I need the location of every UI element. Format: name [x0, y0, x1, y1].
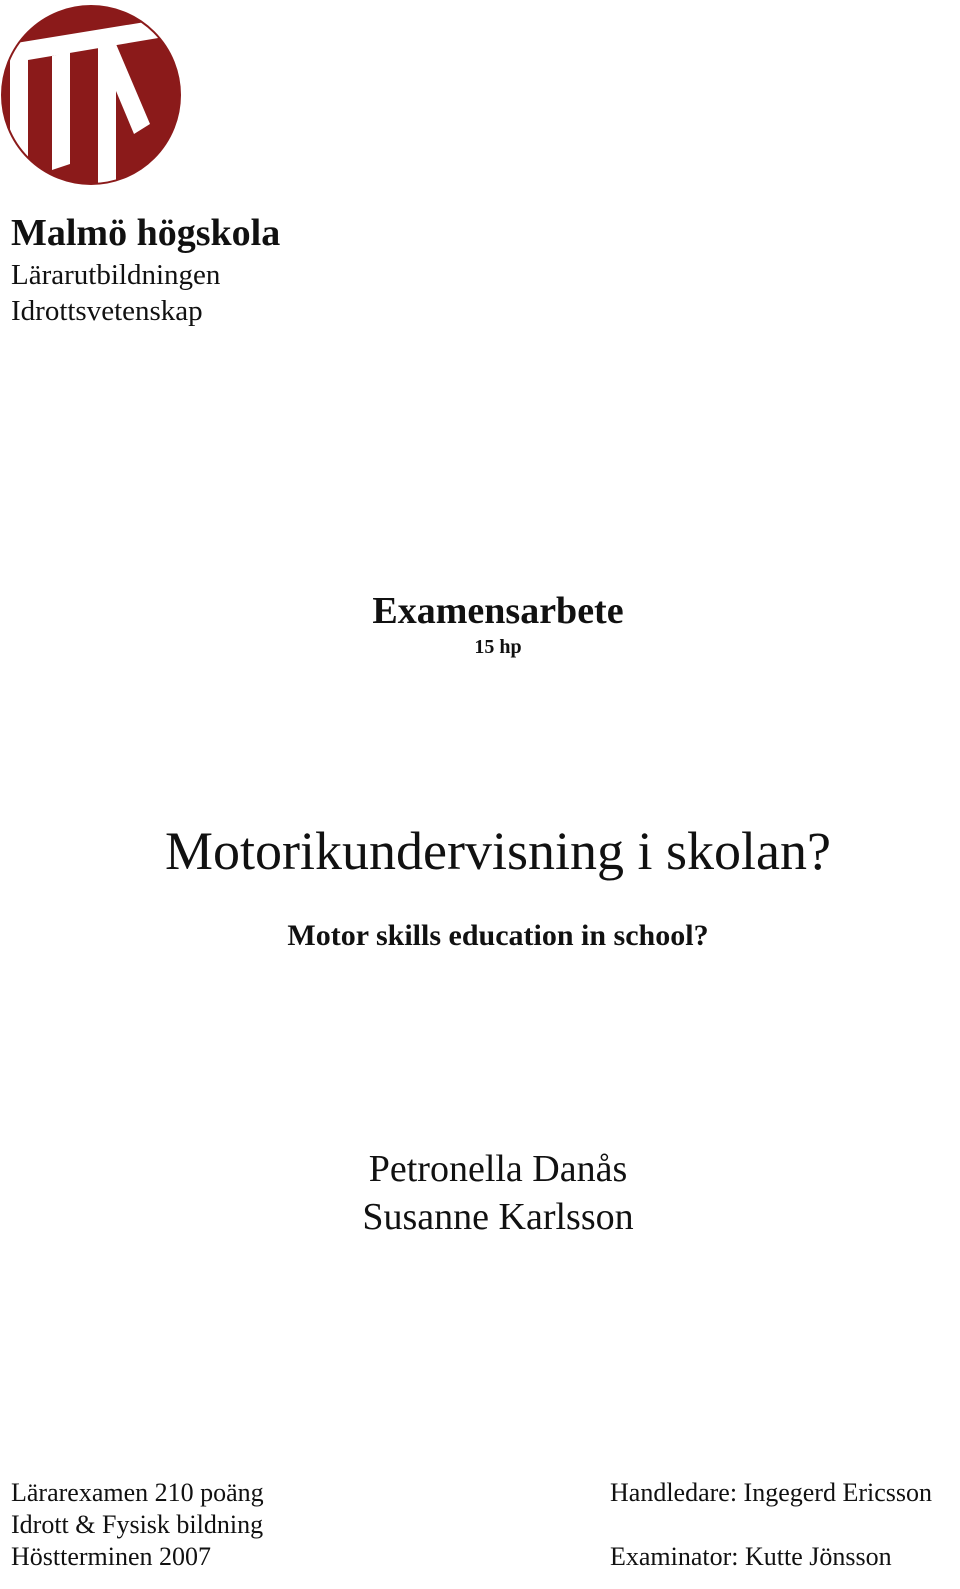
title-english: Motor skills education in school?	[287, 919, 709, 952]
title-swedish: Motorikundervisning i skolan?	[165, 821, 831, 881]
degree-info: Lärarexamen 210 poäng	[11, 1478, 264, 1507]
term-info: Höstterminen 2007	[11, 1542, 212, 1571]
subject-name: Idrottsvetenskap	[11, 295, 203, 327]
document-type: Examensarbete	[372, 590, 624, 632]
author-name: Susanne Karlsson	[362, 1196, 634, 1238]
supervisor-info: Handledare: Ingegerd Ericsson	[610, 1478, 932, 1507]
malmo-hogskola-logo	[0, 4, 182, 186]
institution-name: Malmö högskola	[11, 212, 281, 254]
credits: 15 hp	[474, 636, 522, 658]
course-info: Idrott & Fysisk bildning	[11, 1510, 264, 1539]
author-name: Petronella Danås	[368, 1148, 628, 1190]
program-name: Lärarutbildningen	[11, 259, 221, 291]
examiner-info: Examinator: Kutte Jönsson	[610, 1542, 892, 1571]
